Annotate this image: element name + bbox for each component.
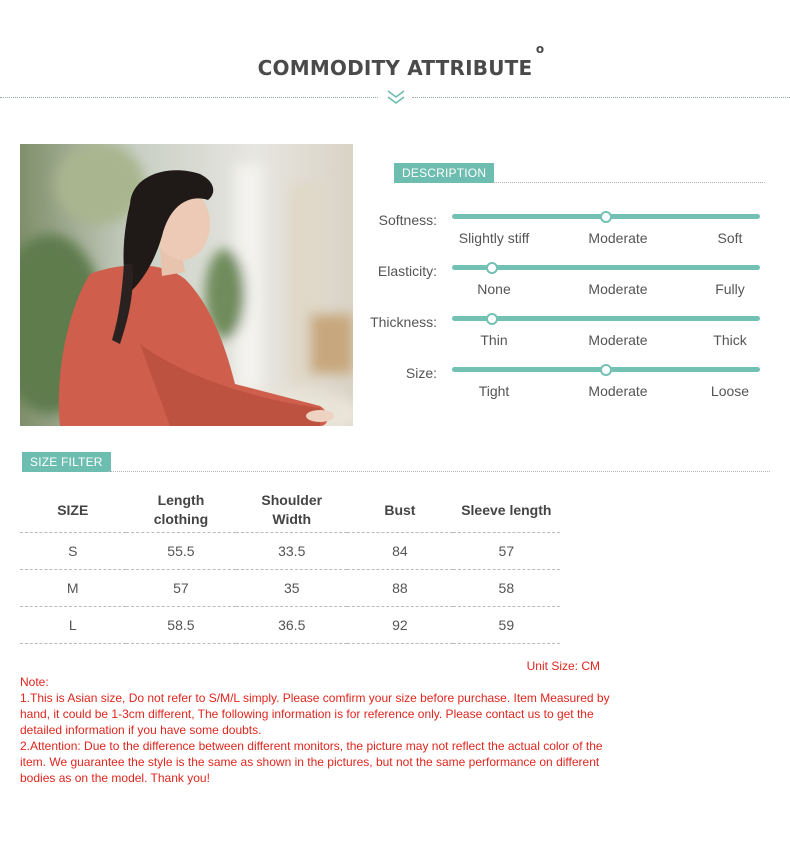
col-length-clothing-text: Length clothing [153,492,209,527]
softness-option: Soft [717,230,743,246]
cell: 92 [347,607,453,644]
softness-scale-marker [600,211,612,223]
elasticity-option: Moderate [588,281,648,297]
size-label: Size: [405,365,437,381]
size-table [20,488,560,644]
softness-option: Slightly stiff [458,230,530,246]
thickness-label: Thickness: [370,314,437,330]
notes-title: Note: [20,675,49,689]
size-option: Loose [710,383,750,399]
elasticity-scale-track [452,265,760,270]
size-option: Moderate [588,383,648,399]
thickness-option: Thick [713,332,747,348]
cell: 59 [453,607,560,644]
notes-line-1: 1.This is Asian size, Do not refer to S/M/L simply. Please comfirm your size before purchase. Item Measured by hand, it could be 1-3cm different, The following information is for reference only. Please contact us to get the detailed information if you have some doubts. [20,691,610,737]
cell: 33.5 [236,533,347,570]
cell: 58 [453,570,560,607]
cell: 84 [347,533,453,570]
thickness-option: Moderate [588,332,648,348]
page-title-text: COMMODITY ATTRIBUTE [257,56,533,80]
softness-label: Softness: [378,212,437,228]
table-row [20,607,560,644]
cell: 57 [453,533,560,570]
description-tag: DESCRIPTION [394,163,494,183]
page-title [0,42,790,80]
size-scale-marker [600,364,612,376]
cell: 55.5 [126,533,237,570]
cell: S [20,533,126,570]
size-filter-tag: SIZE FILTER [22,452,111,472]
cell: 58.5 [126,607,237,644]
col-bust: Bust [347,488,453,533]
cell: 88 [347,570,453,607]
col-size: SIZE [20,488,126,533]
thickness-scale-track [452,316,760,321]
degree-mark: o [535,42,545,56]
elasticity-scale-marker [486,262,498,274]
table-row [20,570,560,607]
cell: L [20,607,126,644]
unit-size: Unit Size: CM [526,659,600,673]
elasticity-option: Fully [715,281,745,297]
notes-line-2: 2.Attention: Due to the difference between different monitors, the picture may not reflect the actual color of the item. We guarantee the style is the same as shown in the pictures, but not the same performance on different bodies as on the model. Thank you! [20,739,603,785]
thickness-scale-marker [486,313,498,325]
cell: 36.5 [236,607,347,644]
model-photo [20,144,353,426]
thickness-option: Thin [480,332,508,348]
col-length-clothing [126,488,237,533]
cell: 57 [126,570,237,607]
size-filter-divider [108,471,770,472]
col-shoulder-width-text: Shoulder Width [261,492,323,527]
description-divider [493,182,765,183]
col-sleeve-length: Sleeve length [453,488,560,533]
cell: 35 [236,570,347,607]
col-shoulder-width [236,488,347,533]
softness-option: Moderate [588,230,648,246]
size-option: Tight [478,383,510,399]
header-divider-right [412,97,790,98]
header-divider-left [0,97,378,98]
elasticity-label: Elasticity: [377,263,437,279]
table-row [20,533,560,570]
cell: M [20,570,126,607]
double-chevron-down-icon [386,88,406,106]
elasticity-option: None [477,281,511,297]
notes [20,674,610,786]
size-table-header [20,488,560,533]
